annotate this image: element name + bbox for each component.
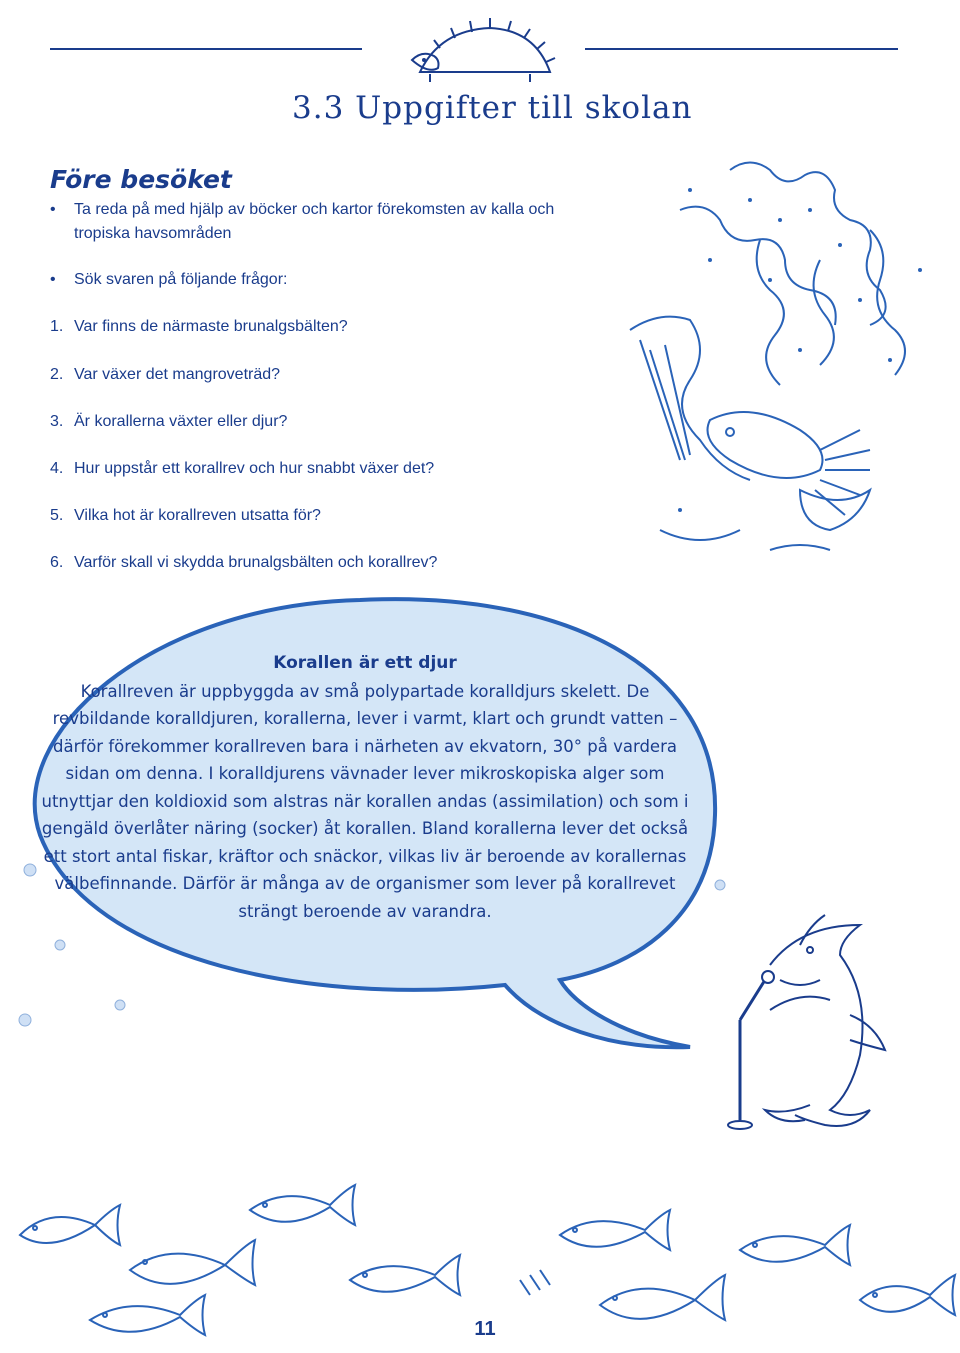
coral-fact-title: Korallen är ett djur bbox=[273, 653, 457, 673]
question-number: 3. bbox=[50, 413, 64, 430]
question-text: Vilka hot är korallreven utsatta för? bbox=[74, 507, 321, 524]
question-text: Var växer det mangroveträd? bbox=[74, 366, 281, 383]
question-item bbox=[50, 410, 287, 434]
question-item bbox=[50, 551, 437, 575]
question-number: 4. bbox=[50, 460, 64, 477]
bullet-item: • Sök svaren på följande frågor: bbox=[50, 268, 287, 292]
bullet-item: • Ta reda på med hjälp av böcker och kartor förekomsten av kalla och tropiska havsområden bbox=[50, 198, 594, 246]
question-item bbox=[50, 315, 348, 339]
shark-singer-icon bbox=[700, 905, 900, 1145]
header-rule-right bbox=[585, 48, 898, 50]
coral-fact-text bbox=[40, 650, 690, 925]
question-item bbox=[50, 363, 280, 387]
question-text: Varför skall vi skydda brunalgsbälten och korallrev? bbox=[74, 554, 438, 571]
question-text: Hur uppstår ett korallrev och hur snabbt växer det? bbox=[74, 460, 435, 477]
question-text: Var finns de närmaste brunalgsbälten? bbox=[74, 318, 348, 335]
section-title: 3.3 Uppgifter till skolan bbox=[292, 90, 693, 126]
question-number: 2. bbox=[50, 366, 64, 383]
question-number: 6. bbox=[50, 554, 64, 571]
question-number: 5. bbox=[50, 507, 64, 524]
question-number: 1. bbox=[50, 318, 64, 335]
question-text: Är korallerna växter eller djur? bbox=[74, 413, 288, 430]
question-item bbox=[50, 504, 321, 528]
coral-reef-icon bbox=[620, 150, 940, 570]
hedgehog-icon bbox=[400, 10, 560, 85]
before-visit-title: Före besöket bbox=[50, 165, 232, 194]
page-number: 11 bbox=[474, 1318, 496, 1340]
question-item bbox=[50, 457, 434, 481]
header-rule-left bbox=[50, 48, 362, 50]
coral-fact-body: Korallreven är uppbyggda av små polypartade koralldjurs skelett. De revbildande koralldjuren, korallerna, lever i varmt, klart och grundt vatten – därför förekommer korallreven bara i närheten av ekvatorn, 30° på vardera sidan om denna. I koralldjurens vävnader lever mikroskopiska alger som utnyttjar den koldioxid som alstras när korallen andas (assimilation) och som i gengäld överlåter näring (socker) åt korallen. Bland korallerna lever det också ett stort antal fiskar, kräftor och snäckor, vilkas liv är beroende av korallernas välbefinnande. Därför är många av de organismer som lever på korallrevet strängt beroende av varandra. bbox=[41, 681, 689, 921]
